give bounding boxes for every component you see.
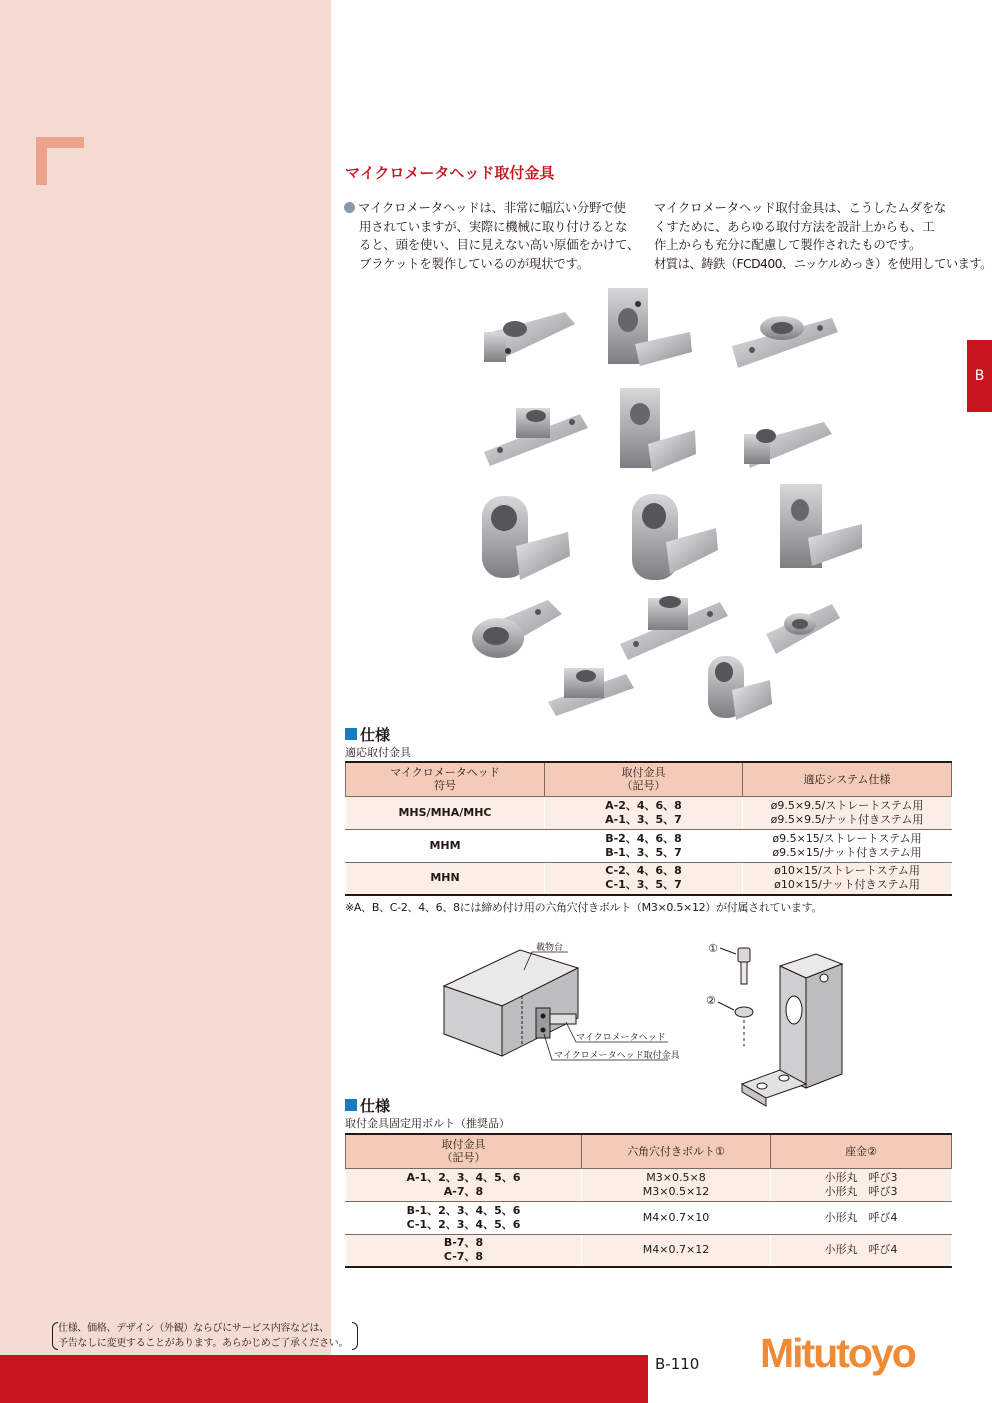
cell-fixture (545, 862, 743, 895)
cell-washer-line1: 小形丸 呼び4 (824, 1243, 898, 1257)
cell-system-line1: ø9.5×15/ストレートステム用 (772, 831, 922, 845)
table-row (346, 796, 952, 829)
section-tab-label: B (974, 368, 985, 384)
col-header-washer-line1: 座金② (845, 1144, 877, 1158)
intro-right-column (654, 199, 992, 273)
spec-heading-1 (345, 724, 390, 745)
cell-symbol: MHS/MHA/MHC (346, 796, 545, 829)
product-photo-fixtures (470, 284, 870, 724)
col-header-symbol-line1: マイクロメータヘッド (390, 765, 500, 779)
cell-fixture-line2: A-7、8 (443, 1184, 484, 1198)
fixture-photo-5 (620, 388, 696, 472)
intro-left-line-1: マイクロメータヘッドは、非常に幅広い分野で使 (358, 200, 626, 215)
col-header-symbol-line2: 符号 (434, 779, 456, 793)
fixture-photo-10 (472, 600, 562, 658)
bullet-dot-icon (344, 202, 355, 213)
table-row (346, 1201, 952, 1234)
fixture-photo-11 (620, 596, 728, 660)
marker-2: ② (706, 994, 716, 1007)
col-header-fixture (545, 762, 743, 796)
cell-washer (771, 1168, 952, 1201)
bracket-right (352, 1322, 358, 1350)
blue-square-icon (345, 728, 357, 740)
cell-fixture-line2: C-1、2、3、4、5、6 (406, 1217, 521, 1231)
hex-bolt-icon (738, 948, 750, 962)
table-row (346, 829, 952, 862)
label-stage: 載物台 (536, 943, 564, 953)
cell-system (743, 862, 952, 895)
fixture-photo-13 (548, 668, 634, 716)
cell-fixture (346, 1168, 582, 1201)
left-sidebar (0, 0, 331, 1403)
col-header-system-line1: 適応システム仕様 (803, 772, 891, 786)
intro-right-line-3: 作上からも充分に配慮して製作されたものです。 (654, 237, 922, 252)
marker-1: ① (708, 942, 718, 955)
col-header-fixture-line1: 取付金具 (621, 765, 666, 779)
col-header-fixture-line2: （記号） (621, 779, 666, 793)
col-header-washer (771, 1134, 952, 1168)
spec-subtitle-2: 取付金具固定用ボルト（推奨品） (345, 1117, 510, 1130)
intro-right-line-2: くすために、あらゆる取付方法を設計上からも、工 (654, 218, 935, 234)
fixture-photo-1 (484, 312, 575, 362)
cell-system-line2: ø9.5×9.5/ナット付きステム用 (770, 812, 924, 826)
cell-fixture-line1: B-7、8 (443, 1236, 484, 1250)
table-row (346, 1234, 952, 1267)
intro-left-line-2: 用されていますが、実際に機械に取り付けるとな (359, 218, 628, 234)
label-micrometer-head: マイクロメータヘッド (576, 1033, 666, 1043)
cell-fixture (346, 1234, 582, 1267)
cell-fixture (545, 829, 743, 862)
cell-bolt-line1: M3×0.5×8 (646, 1170, 706, 1184)
label-fixture: マイクロメータヘッド取付金具 (554, 1051, 680, 1061)
fixture-compatibility-table (345, 761, 952, 896)
cell-bolt-line1: M4×0.7×10 (642, 1210, 710, 1224)
cell-fixture-line2: B-1、3、5、7 (605, 845, 682, 859)
cell-washer-line2: 小形丸 呼び3 (824, 1184, 898, 1198)
spec-subtitle-1: 適応取付金具 (345, 746, 411, 759)
stage-diagram (444, 950, 578, 1056)
fixture-photo-9 (780, 484, 862, 568)
intro-left-column (344, 199, 644, 273)
bolt-included-note: ※A、B、C-2、4、6、8には締め付け用の六角穴付きボルト（M3×0.5×12）が付属されています。 (345, 901, 823, 914)
cell-fixture-line1: B-2、4、6、8 (605, 831, 682, 845)
washer-icon (735, 1007, 753, 1017)
cell-symbol: MHN (346, 862, 545, 895)
cell-fixture-line1: B-1、2、3、4、5、6 (406, 1203, 521, 1217)
cell-system-line1: ø10×15/ストレートステム用 (774, 864, 920, 878)
cell-fixture-line2: C-7、8 (443, 1250, 484, 1264)
spec-heading-1-text: 仕様 (360, 726, 391, 744)
disclaimer-line-2: 予告なしに変更することがあります。あらかじめご了承ください。 (58, 1338, 349, 1349)
spec-heading-2-text: 仕様 (360, 1097, 391, 1115)
col-header-system (743, 762, 952, 796)
cell-system-line1: ø9.5×9.5/ストレートステム用 (770, 798, 924, 812)
blue-square-icon (345, 1099, 357, 1111)
fixture-photo-6 (744, 422, 832, 468)
disclaimer-note (52, 1321, 348, 1351)
col-header-bolt (582, 1134, 771, 1168)
cell-system (743, 796, 952, 829)
cell-washer (771, 1234, 952, 1267)
mitutoyo-logo[interactable]: Mitutoyo (760, 1330, 915, 1376)
cell-bolt (582, 1234, 771, 1267)
col-header-fixture-line1: 取付金具 (441, 1137, 486, 1151)
fixture-photo-12 (766, 604, 840, 654)
bracket-left (52, 1322, 58, 1350)
col-header-symbol (346, 762, 545, 796)
fixture-photo-2 (608, 288, 692, 366)
corner-bracket-mark (36, 137, 84, 185)
page-number: B-110 (655, 1355, 700, 1373)
fixture-photo-14 (708, 656, 772, 720)
cell-fixture-line1: A-1、2、3、4、5、6 (406, 1170, 521, 1184)
intro-left-line-3: ると、頭を使い、目に見えない高い原価をかけて、 (359, 237, 640, 252)
intro-left-line-4: ブラケットを製作しているのが現状です。 (359, 255, 590, 271)
cell-fixture (346, 1201, 582, 1234)
disclaimer-line-1: 仕様、価格、デザイン（外観）ならびにサービス内容などは、 (58, 1323, 329, 1334)
cell-washer-line1: 小形丸 呼び4 (824, 1210, 898, 1224)
exploded-diagram (706, 942, 842, 1106)
col-header-fixture (346, 1134, 582, 1168)
mounting-diagram (440, 938, 880, 1113)
cell-system (743, 829, 952, 862)
fixture-photo-7 (482, 496, 570, 580)
cell-system-line2: ø9.5×15/ナット付きステム用 (772, 845, 922, 859)
cell-washer-line1: 小形丸 呼び3 (824, 1170, 898, 1184)
cell-fixture-line2: A-1、3、5、7 (605, 812, 682, 826)
cell-bolt-line1: M4×0.7×12 (642, 1243, 710, 1257)
col-header-fixture-line2: （記号） (441, 1151, 486, 1165)
cell-washer (771, 1201, 952, 1234)
section-tab-b[interactable] (967, 340, 992, 412)
cell-bolt (582, 1168, 771, 1201)
fixture-photo-3 (732, 316, 838, 368)
cell-fixture-line1: C-2、4、6、8 (605, 864, 682, 878)
intro-right-line-4: 材質は、鋳鉄（FCD400、ニッケルめっき）を使用しています。 (654, 255, 992, 271)
table-row (346, 1168, 952, 1201)
intro-right-line-1: マイクロメータヘッド取付金具は、こうしたムダをな (654, 200, 947, 215)
cell-bolt-line2: M3×0.5×12 (642, 1184, 710, 1198)
footer-red-bar (0, 1355, 648, 1403)
cell-fixture-line1: A-2、4、6、8 (605, 798, 682, 812)
fixture-photo-4 (484, 408, 588, 466)
table-row (346, 862, 952, 895)
cell-symbol: MHM (346, 829, 545, 862)
cell-bolt (582, 1201, 771, 1234)
spec-heading-2 (345, 1095, 390, 1116)
cell-system-line2: ø10×15/ナット付きステム用 (774, 878, 920, 892)
cell-fixture (545, 796, 743, 829)
fixture-photo-8 (632, 494, 718, 580)
col-header-bolt-line1: 六角穴付きボルト① (627, 1144, 725, 1158)
bolt-recommendation-table (345, 1133, 952, 1268)
page-title: マイクロメータヘッド取付金具 (345, 164, 555, 182)
cell-fixture-line2: C-1、3、5、7 (605, 878, 682, 892)
